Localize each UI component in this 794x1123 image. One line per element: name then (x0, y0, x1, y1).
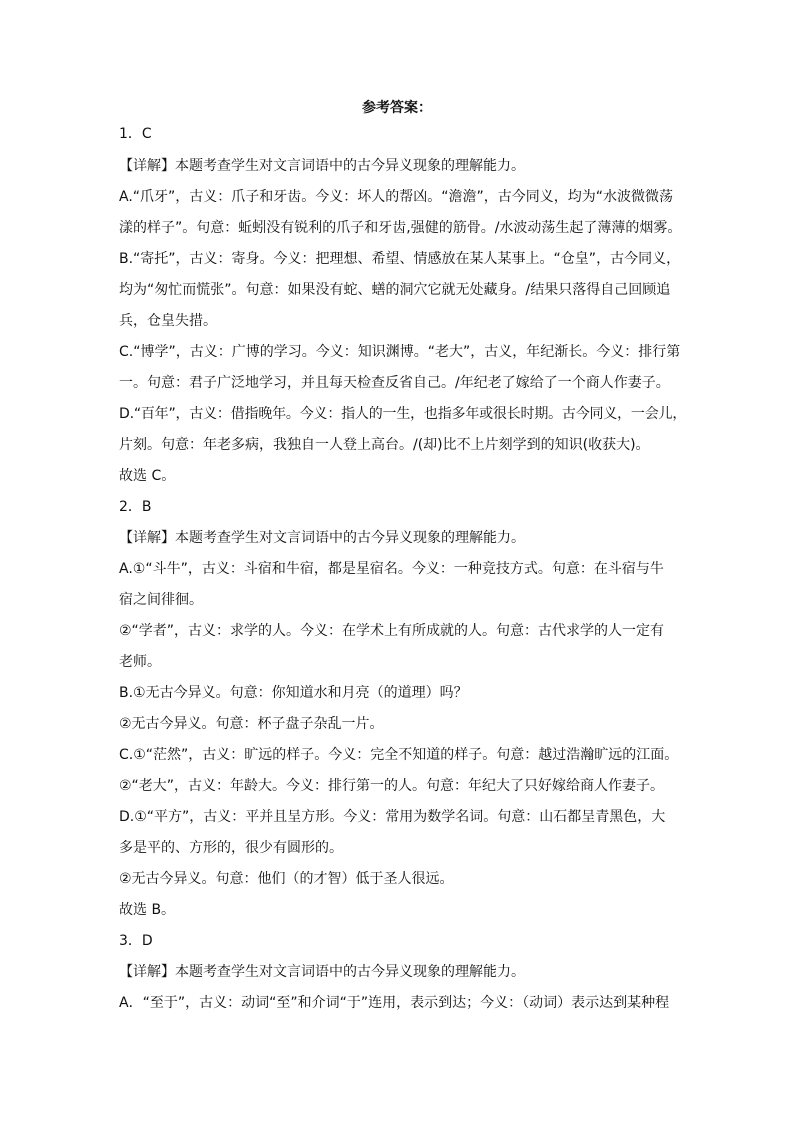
answer-number-2: 2．B (119, 499, 152, 515)
text-line: D.①“平方”，古义：平并且呈方形。今义：常用为数学名词。句意：山石都呈青黑色，大 (119, 809, 666, 825)
text-line: ②“学者”，古义：求学的人。今义：在学术上有所成就的人。句意：古代求学的人一定有 (119, 623, 665, 639)
text-line: A.“爪牙”，古义：爪子和牙齿。今义：坏人的帮凶。“澹澹”，古今同义，均为“水波微微荡 (119, 189, 674, 205)
text-line: C.①“茫然”，古义：旷远的样子。今义：完全不知道的样子。句意：越过浩瀚旷远的江面。 (119, 747, 679, 763)
text-line: 多是平的、方形的，很少有圆形的。 (119, 840, 343, 856)
text-line: 【详解】本题考查学生对文言词语中的古今异义现象的理解能力。 (119, 964, 525, 980)
text-line: 老师。 (119, 654, 161, 670)
text-line: 【详解】本题考查学生对文言词语中的古今异义现象的理解能力。 (119, 530, 525, 546)
document-title: 参考答案： (362, 100, 432, 116)
answer-number-3: 3．D (119, 933, 153, 949)
text-line: 故选 B。 (119, 902, 176, 918)
text-line: ②“老大”，古义：年龄大。今义：排行第一的人。句意：年纪大了只好嫁给商人作妻子。 (119, 778, 665, 794)
text-line: ②无古今异义。句意：杯子盘子杂乱一片。 (119, 716, 384, 732)
text-line: 均为“匆忙而慌张”。句意：如果没有蛇、蟮的洞穴它就无处藏身。/结果只落得自己回顾追 (119, 282, 671, 298)
text-line: ②无古今异义。句意：他们（的才智）低于圣人很远。 (119, 871, 454, 887)
text-line: 兵，仓皇失措。 (119, 313, 217, 329)
text-line: B.①无古今异义。句意：你知道水和月亮（的道理）吗？ (119, 685, 468, 701)
text-line: D.“百年”，古义：借指晚年。今义：指人的一生，也指多年或很长时期。古今同义，一会儿， (119, 406, 687, 422)
text-line: 故选 C。 (119, 468, 176, 484)
text-line: B.“寄托”，古义：寄身。今义：把理想、希望、情感放在某人某事上。“仓皇”，古今同义， (119, 251, 681, 267)
text-line: 漾的样子”。句意：蚯蚓没有锐利的爪子和牙齿,强健的筋骨。/水波动荡生起了薄薄的烟雾。 (119, 220, 682, 236)
text-line: 宿之间徘徊。 (119, 592, 203, 608)
text-line: 【详解】本题考查学生对文言词语中的古今异义现象的理解能力。 (119, 158, 525, 174)
answer-number-1: 1．C (119, 126, 152, 142)
text-line: A．“至于”，古义：动词“至”和介词“于”连用，表示到达；今义：（动词）表示达到某种程 (119, 995, 670, 1011)
text-line: C.“博学”，古义：广博的学习。今义：知识渊博。“老大”，古义，年纪渐长。今义：排行第 (119, 344, 681, 360)
text-line: 片刻。句意：年老多病，我独自一人登上高台。/(却)比不上片刻学到的知识(收获大)。 (119, 437, 650, 453)
text-line: 一。句意：君子广泛地学习，并且每天检查反省自己。/年纪老了嫁给了一个商人作妻子。 (119, 375, 670, 391)
text-line: A.①“斗牛”，古义：斗宿和牛宿，都是星宿名。今义：一种竞技方式。句意：在斗宿与牛 (119, 561, 664, 577)
